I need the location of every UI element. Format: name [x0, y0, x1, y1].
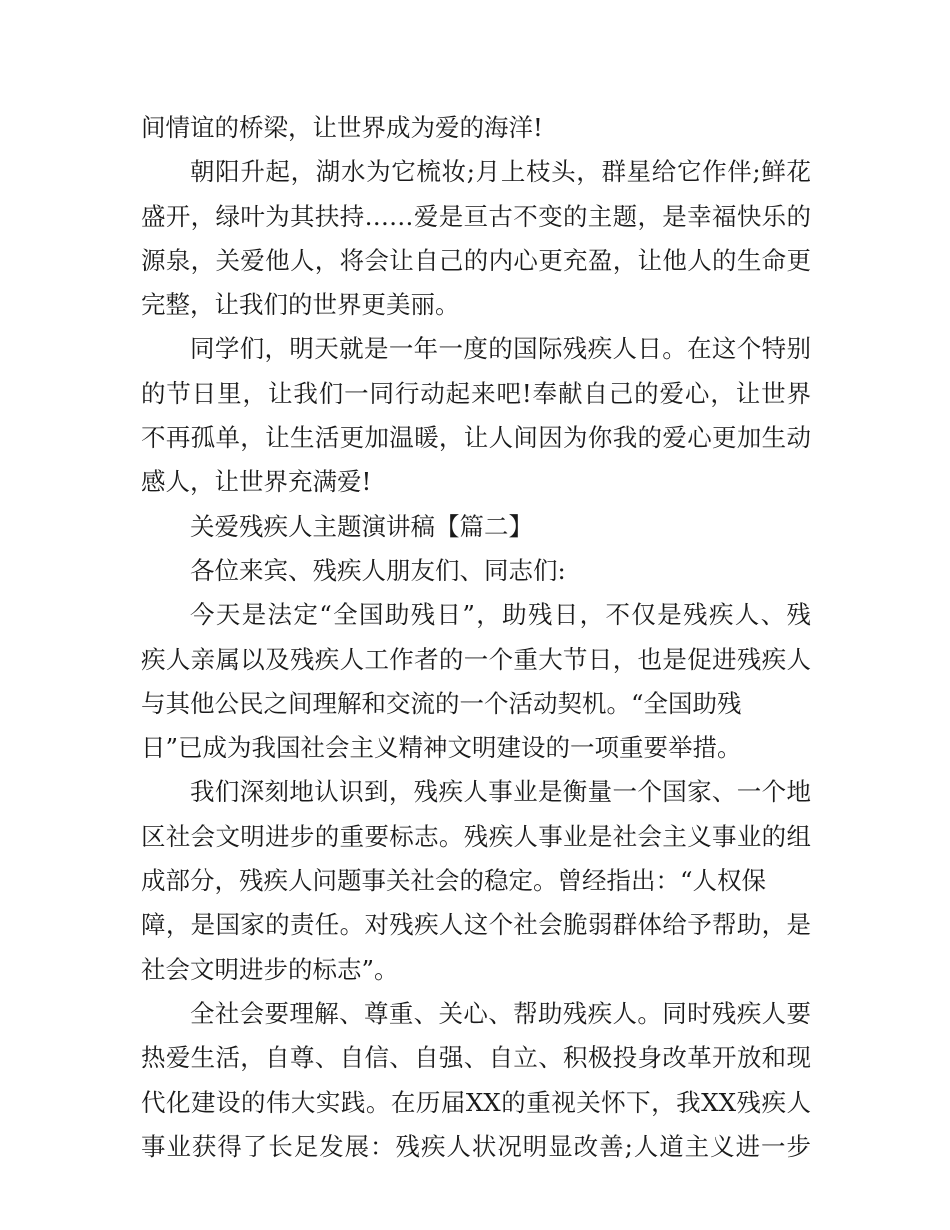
text-line: 的节日里，让我们一同行动起来吧!奉献自己的爱心，让世界 — [141, 378, 811, 408]
text-line: 源泉，关爱他人，将会让自己的内心更充盈，让他人的生命更 — [141, 245, 811, 275]
text-line: 日”已成为我国社会主义精神文明建设的一项重要举措。 — [141, 733, 742, 763]
salutation: 各位来宾、残疾人朋友们、同志们: — [190, 555, 566, 585]
section-heading: 关爱残疾人主题演讲稿【篇二】 — [190, 511, 533, 541]
text-line: 不再孤单，让生活更加温暖，让人间因为你我的爱心更加生动 — [141, 423, 811, 453]
text-line: 疾人亲属以及残疾人工作者的一个重大节日，也是促进残疾人 — [141, 644, 811, 674]
text-line: 障，是国家的责任。对残疾人这个社会脆弱群体给予帮助，是 — [141, 910, 811, 940]
text-line: 同学们，明天就是一年一度的国际残疾人日。在这个特别 — [190, 334, 811, 364]
text-line: 事业获得了长足发展：残疾人状况明显改善;人道主义进一步 — [141, 1131, 811, 1161]
text-line: 成部分，残疾人问题事关社会的稳定。曾经指出：“人权保 — [141, 866, 767, 896]
text-line: 全社会要理解、尊重、关心、帮助残疾人。同时残疾人要 — [190, 998, 811, 1028]
text-line: 间情谊的桥梁，让世界成为爱的海洋! — [141, 113, 543, 142]
text-line: 完整，让我们的世界更美丽。 — [141, 290, 460, 320]
text-line: 区社会文明进步的重要标志。残疾人事业是社会主义事业的组 — [141, 821, 811, 851]
text-line: 盛开，绿叶为其扶持……爱是亘古不变的主题，是幸福快乐的 — [141, 201, 811, 231]
text-line: 我们深刻地认识到，残疾人事业是衡量一个国家、一个地 — [190, 777, 811, 807]
text-line: 社会文明进步的标志”。 — [141, 954, 399, 984]
text-line: 代化建设的伟大实践。在历届XX的重视关怀下，我XX残疾人 — [141, 1087, 811, 1117]
text-line: 朝阳升起，湖水为它梳妆;月上枝头，群星给它作伴;鲜花 — [190, 157, 811, 187]
text-line: 热爱生活，自尊、自信、自强、自立、积极投身改革开放和现 — [141, 1043, 811, 1073]
text-line: 感人，让世界充满爱! — [141, 467, 372, 497]
text-line: 今天是法定“全国助残日”，助残日，不仅是残疾人、残 — [190, 600, 811, 630]
document-body — [141, 106, 811, 1169]
text-line: 与其他公民之间理解和交流的一个活动契机。“全国助残 — [141, 688, 742, 718]
